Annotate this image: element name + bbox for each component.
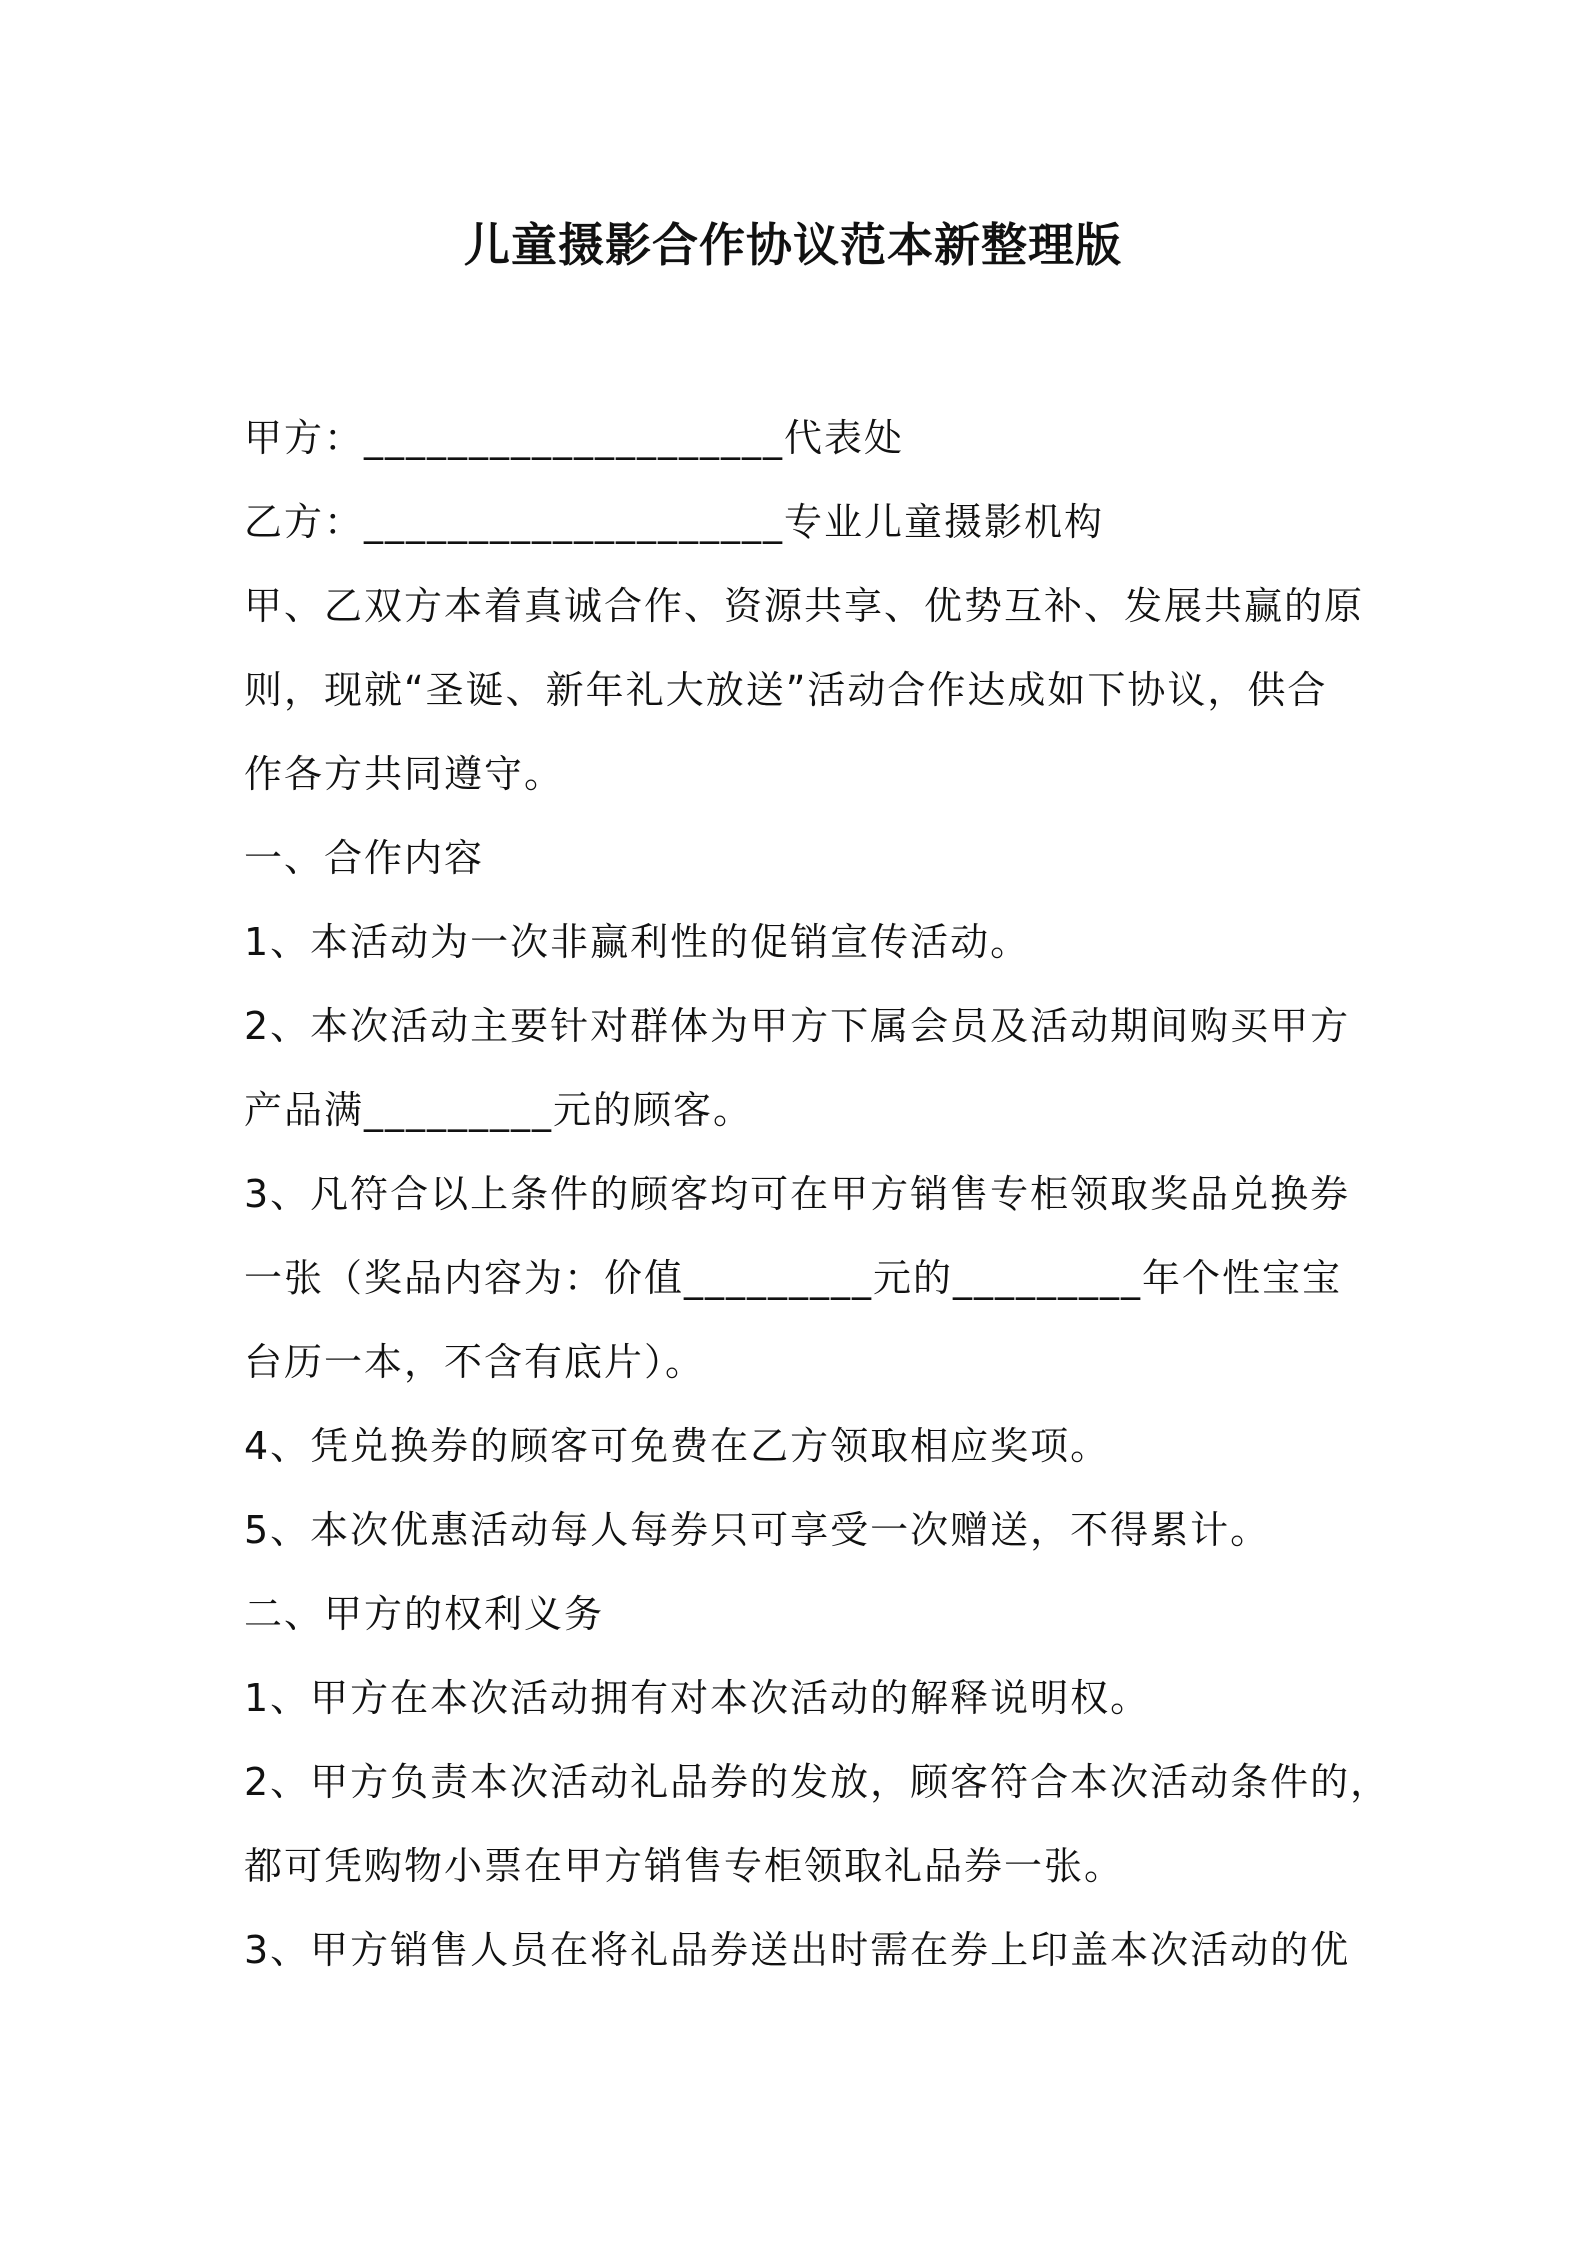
clause-1-5: 5、本次优惠活动每人每券只可享受一次赠送，不得累计。 bbox=[244, 1508, 1271, 1552]
clause-2-1: 1、甲方在本次活动拥有对本次活动的解释说明权。 bbox=[244, 1676, 1151, 1720]
clause-1-4: 4、凭兑换券的顾客可免费在乙方领取相应奖项。 bbox=[244, 1424, 1111, 1468]
party-a-line: 甲方：____________________代表处 bbox=[244, 416, 905, 460]
preamble-line-3: 作各方共同遵守。 bbox=[244, 752, 565, 796]
party-b-line: 乙方：____________________专业儿童摄影机构 bbox=[244, 500, 1105, 544]
clause-1-3-line-1: 3、凡符合以上条件的顾客均可在甲方销售专柜领取奖品兑换券 bbox=[244, 1172, 1351, 1216]
section-heading-2: 二、甲方的权利义务 bbox=[244, 1592, 605, 1636]
clause-2-3-line-1: 3、甲方销售人员在将礼品券送出时需在券上印盖本次活动的优 bbox=[244, 1928, 1351, 1972]
clause-1-3-line-3: 台历一本，不含有底片）。 bbox=[244, 1340, 706, 1384]
preamble-line-2: 则，现就“圣诞、新年礼大放送”活动合作达成如下协议，供合 bbox=[244, 668, 1328, 712]
clause-1-1: 1、本活动为一次非赢利性的促销宣传活动。 bbox=[244, 920, 1031, 964]
section-heading-1: 一、合作内容 bbox=[244, 836, 485, 880]
clause-1-2-line-1: 2、本次活动主要针对群体为甲方下属会员及活动期间购买甲方 bbox=[244, 1004, 1351, 1048]
clause-2-2-line-2: 都可凭购物小票在甲方销售专柜领取礼品券一张。 bbox=[244, 1844, 1125, 1888]
clause-2-2-line-1: 2、甲方负责本次活动礼品券的发放，顾客符合本次活动条件的， bbox=[244, 1760, 1391, 1804]
clause-1-3-line-2: 一张（奖品内容为：价值_________元的_________年个性宝宝 bbox=[244, 1256, 1343, 1300]
preamble-line-1: 甲、乙双方本着真诚合作、资源共享、优势互补、发展共赢的原 bbox=[244, 584, 1365, 628]
clause-1-2-line-2: 产品满_________元的顾客。 bbox=[244, 1088, 754, 1132]
document-title: 儿童摄影合作协议范本新整理版 bbox=[464, 218, 1122, 272]
